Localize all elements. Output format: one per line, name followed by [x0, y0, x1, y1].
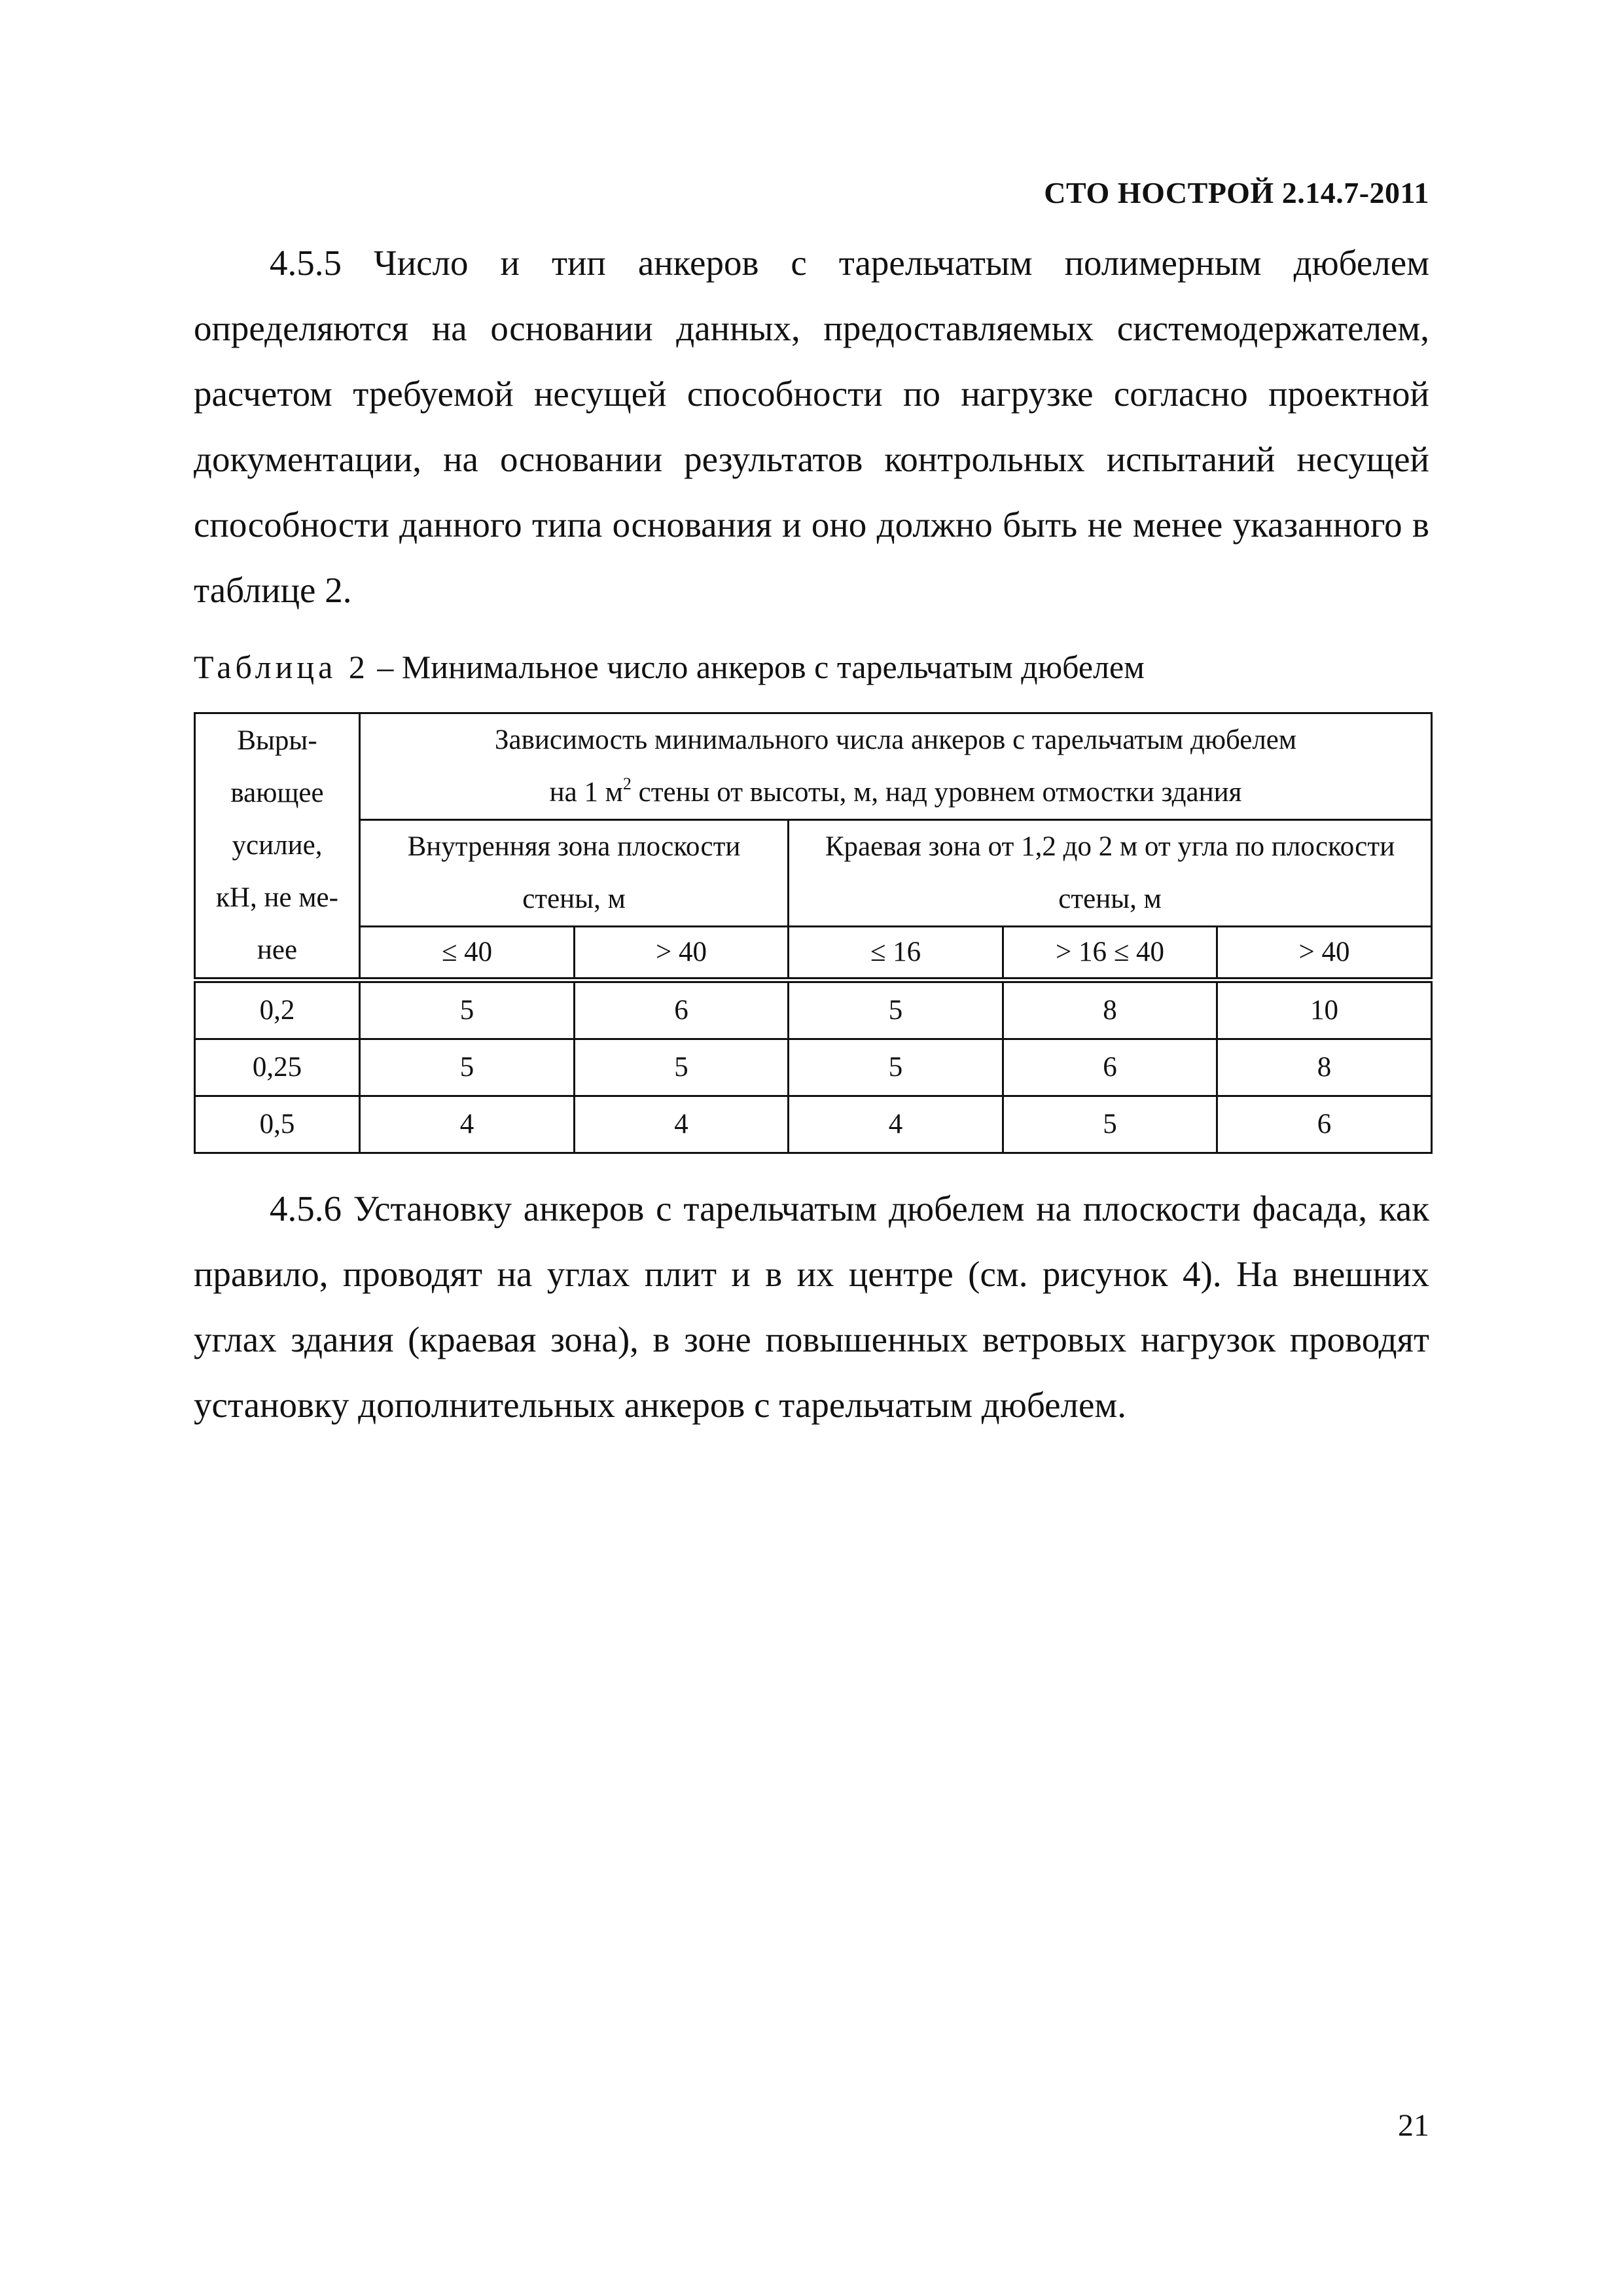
- header-line: нее: [257, 935, 298, 965]
- inner-zone-header: [360, 820, 789, 927]
- header-text: на 1 м: [549, 777, 623, 808]
- header-line: стены, м: [522, 884, 626, 914]
- table-cell: 10: [1217, 980, 1432, 1039]
- table-cell: 4: [789, 1096, 1003, 1153]
- superscript: 2: [622, 774, 632, 793]
- table-cell: 6: [575, 980, 789, 1039]
- table-cell: 8: [1003, 980, 1217, 1039]
- height-subheader: ≤ 16: [789, 927, 1003, 980]
- height-subheader: > 40: [1217, 927, 1432, 980]
- header-line: Выры-: [237, 725, 317, 756]
- height-subheader: > 16 ≤ 40: [1003, 927, 1217, 980]
- header-line: Зависимость минимального числа анкеров с тарельчатым дюбелем: [494, 725, 1297, 755]
- table-row: [195, 1096, 1432, 1153]
- paragraph-4-5-6: 4.5.6 Установку анкеров с тарельчатым дюбелем на плоскости фасада, как правило, проводят на углах плит и в их центре (см. рисунок 4). На внешних углах здания (краевая зона), в зоне повышенных ветровых нагрузок проводят установку дополнительных анкеров с тарельчатым дюбелем.: [194, 1189, 1429, 1425]
- table-cell: 5: [360, 980, 575, 1039]
- page-number: 21: [1398, 2108, 1429, 2143]
- header-line: усилие,: [232, 830, 323, 861]
- table-cell: 4: [360, 1096, 575, 1153]
- header-text: стены от высоты, м, над уровнем отмостки здания: [631, 777, 1242, 808]
- header-line: стены, м: [1058, 884, 1162, 914]
- pullout-force-header: [195, 713, 360, 980]
- table-row: [195, 980, 1432, 1039]
- table-cell: 0,25: [195, 1039, 360, 1096]
- table-cell: 5: [789, 980, 1003, 1039]
- table-caption-text: – Минимальное число анкеров с тарельчатым дюбелем: [368, 649, 1145, 685]
- table-cell: 6: [1217, 1096, 1432, 1153]
- height-subheader: ≤ 40: [360, 927, 575, 980]
- anchors-table: [194, 712, 1433, 1154]
- table-cell: 4: [575, 1096, 789, 1153]
- table-caption-label: Таблица 2: [194, 649, 369, 685]
- height-subheader: > 40: [575, 927, 789, 980]
- table-cell: 0,2: [195, 980, 360, 1039]
- table-cell: 5: [360, 1039, 575, 1096]
- table-caption: [194, 648, 1145, 686]
- table-row: [195, 1039, 1432, 1096]
- header-line: кН, не ме-: [216, 882, 338, 913]
- table-cell: 5: [1003, 1096, 1217, 1153]
- document-code-header: СТО НОСТРОЙ 2.14.7-2011: [1044, 176, 1429, 209]
- header-line: Краевая зона от 1,2 до 2 м от угла по плоскости: [825, 831, 1395, 862]
- header-line: [361, 766, 1431, 819]
- table-cell: 5: [789, 1039, 1003, 1096]
- table-cell: 8: [1217, 1039, 1432, 1096]
- table-cell: 0,5: [195, 1096, 360, 1153]
- table-cell: 6: [1003, 1039, 1217, 1096]
- table-cell: 5: [575, 1039, 789, 1096]
- header-line: вающее: [230, 778, 324, 808]
- paragraph-4-5-5: 4.5.5 Число и тип анкеров с тарельчатым полимерным дюбелем определяются на основании данных, предоставляемых системодержателем, расчетом требуемой несущей способности по нагрузке согласно проектной документации, на основании результатов контрольных испытаний несущей способности данного типа основания и оно должно быть не менее указанного в таблице 2.: [194, 243, 1429, 610]
- edge-zone-header: [789, 820, 1432, 927]
- dependency-header: [360, 713, 1432, 820]
- header-line: Внутренняя зона плоскости: [407, 831, 741, 862]
